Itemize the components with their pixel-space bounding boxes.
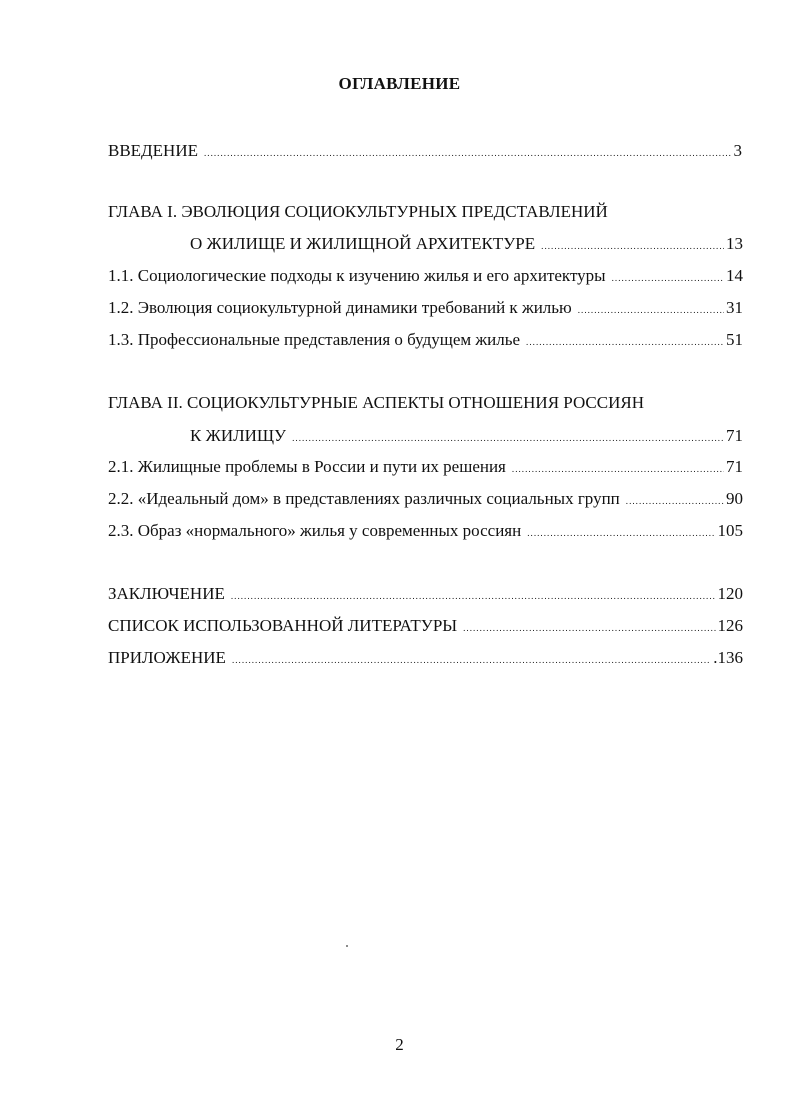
toc-entry-label: ЗАКЛЮЧЕНИЕ [108,584,225,603]
dot-leader [612,265,724,289]
dot-leader [526,329,724,353]
dot-leader [578,297,724,321]
toc-entry-conclusion[interactable] [108,583,743,607]
toc-entry-page: 51 [726,330,743,349]
dot-leader [626,488,724,512]
dot-leader [231,583,716,607]
toc-entry-page: 14 [726,266,743,285]
toc-entry-section-1-1[interactable] [108,265,743,289]
dot-leader [232,647,711,671]
toc-entry-intro[interactable] [108,140,742,164]
toc-entry-page: 71 [726,457,743,476]
page-number: 2 [395,1035,404,1054]
toc-entry-references[interactable] [108,615,743,639]
toc-entry-page: 105 [717,521,743,540]
toc-entry-chapter-2[interactable] [190,425,743,449]
toc-entry-label: 2.2. «Идеальный дом» в представлениях различных социальных групп [108,489,620,508]
toc-entry-page: 126 [717,616,743,635]
toc-entry-page: 71 [726,426,743,445]
toc-entry-label: ВВЕДЕНИЕ [108,141,198,160]
toc-entry-section-1-3[interactable] [108,329,743,353]
toc-entry-section-2-1[interactable] [108,456,743,480]
toc-entry-appendix[interactable] [108,647,743,671]
toc-entry-page: 3 [733,141,742,160]
dot-leader [541,233,724,257]
scan-speck [346,945,348,947]
toc-entry-label: 2.3. Образ «нормального» жилья у современных россиян [108,521,522,540]
toc-title: ОГЛАВЛЕНИЕ [338,74,461,93]
toc-entry-label: ПРИЛОЖЕНИЕ [108,648,226,667]
toc-entry-section-2-3[interactable] [108,520,743,544]
toc-entry-label: 1.1. Социологические подходы к изучению жилья и его архитектуры [108,266,606,285]
toc-entry-chapter-1[interactable] [190,233,743,257]
dot-leader [292,425,724,449]
toc-entry-label: 2.1. Жилищные проблемы в России и пути их решения [108,457,506,476]
toc-entry-label: О ЖИЛИЩЕ И ЖИЛИЩНОЙ АРХИТЕКТУРЕ [190,234,536,253]
toc-entry-label: К ЖИЛИЩУ [190,426,287,445]
dot-leader [527,520,715,544]
dot-leader [204,140,732,164]
chapter-2-heading-line-1[interactable]: ГЛАВА II. СОЦИОКУЛЬТУРНЫЕ АСПЕКТЫ ОТНОШЕНИЯ РОССИЯН [108,393,644,412]
toc-entry-page: 90 [726,489,743,508]
toc-entry-page: 120 [717,584,743,603]
toc-entry-section-1-2[interactable] [108,297,743,321]
dot-leader [512,456,724,480]
toc-entry-section-2-2[interactable] [108,488,743,512]
toc-entry-label: 1.2. Эволюция социокультурной динамики требований к жилью [108,298,572,317]
toc-entry-page: 13 [726,234,743,253]
toc-entry-page: .136 [713,648,743,667]
toc-entry-label: СПИСОК ИСПОЛЬЗОВАННОЙ ЛИТЕРАТУРЫ [108,616,458,635]
toc-entry-page: 31 [726,298,743,317]
toc-entry-label: 1.3. Профессиональные представления о будущем жилье [108,330,521,349]
chapter-1-heading-line-1[interactable]: ГЛАВА I. ЭВОЛЮЦИЯ СОЦИОКУЛЬТУРНЫХ ПРЕДСТАВЛЕНИЙ [108,202,608,221]
dot-leader [463,615,715,639]
